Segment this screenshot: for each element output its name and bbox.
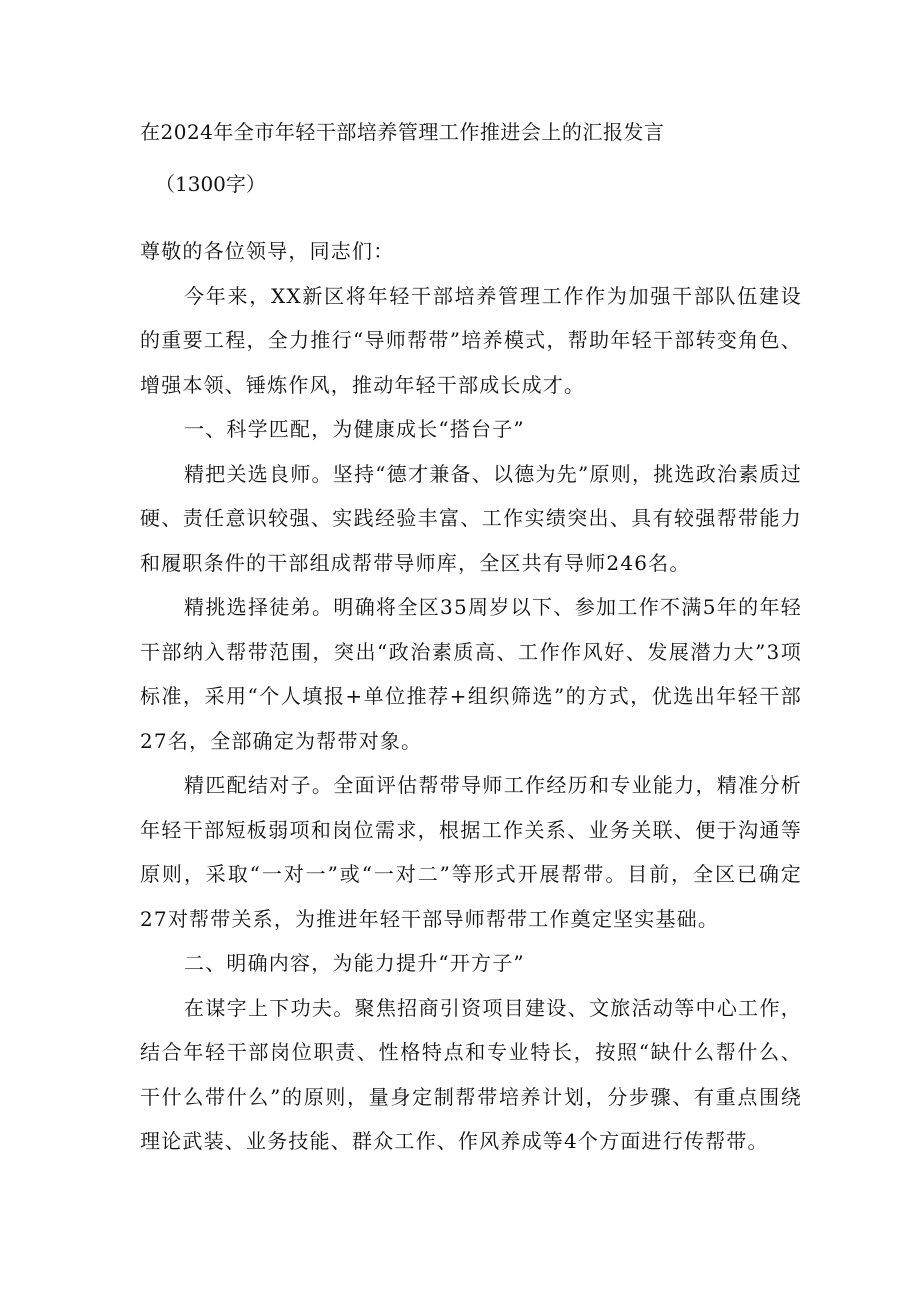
paragraph-select-apprentices: 精挑选择徒弟。明确将全区35周岁以下、参加工作不满5年的年轻干部纳入帮带范围，突出“政治素质高、工作作风好、发展潜力大”3项标准，采用“个人填报+单位推荐+组织筛选”的方式，优选出年轻干部27名，全部确定为帮带对象。 bbox=[140, 595, 802, 753]
document-body bbox=[140, 229, 802, 1164]
paragraph-select-mentors: 精把关选良师。坚持“德才兼备、以德为先”原则，挑选政治素质过硬、责任意识较强、实践经验丰富、工作实绩突出、具有较强帮带能力和履职条件的干部组成帮带导师库，全区共有导师246名。 bbox=[140, 461, 802, 575]
section-heading-2: 二、明确内容，为能力提升“开方子” bbox=[184, 951, 525, 975]
section-heading-1: 一、科学匹配，为健康成长“搭台子” bbox=[184, 417, 525, 441]
document-title: 在2024年全市年轻干部培养管理工作推进会上的汇报发言 bbox=[140, 120, 665, 144]
paragraph-planning: 在谋字上下功夫。聚焦招商引资项目建设、文旅活动等中心工作，结合年轻干部岗位职责、性格特点和专业特长，按照“缺什么帮什么、干什么带什么”的原则，量身定制帮带培养计划，分步骤、有重点围绕理论武装、业务技能、群众工作、作风养成等4个方面进行传帮带。 bbox=[140, 995, 802, 1153]
salutation: 尊敬的各位领导，同志们： bbox=[140, 239, 395, 263]
paragraph-pairing: 精匹配结对子。全面评估帮带导师工作经历和专业能力，精准分析年轻干部短板弱项和岗位需求，根据工作关系、业务关联、便于沟通等原则，采取“一对一”或“一对二”等形式开展帮带。目前，全区已确定27对帮带关系，为推进年轻干部导师帮带工作奠定坚实基础。 bbox=[140, 773, 802, 931]
document-subtitle: （1300字） bbox=[155, 172, 266, 196]
paragraph-intro: 今年来，XX新区将年轻干部培养管理工作作为加强干部队伍建设的重要工程，全力推行“导师帮带”培养模式，帮助年轻干部转变角色、增强本领、锤炼作风，推动年轻干部成长成才。 bbox=[140, 283, 802, 397]
